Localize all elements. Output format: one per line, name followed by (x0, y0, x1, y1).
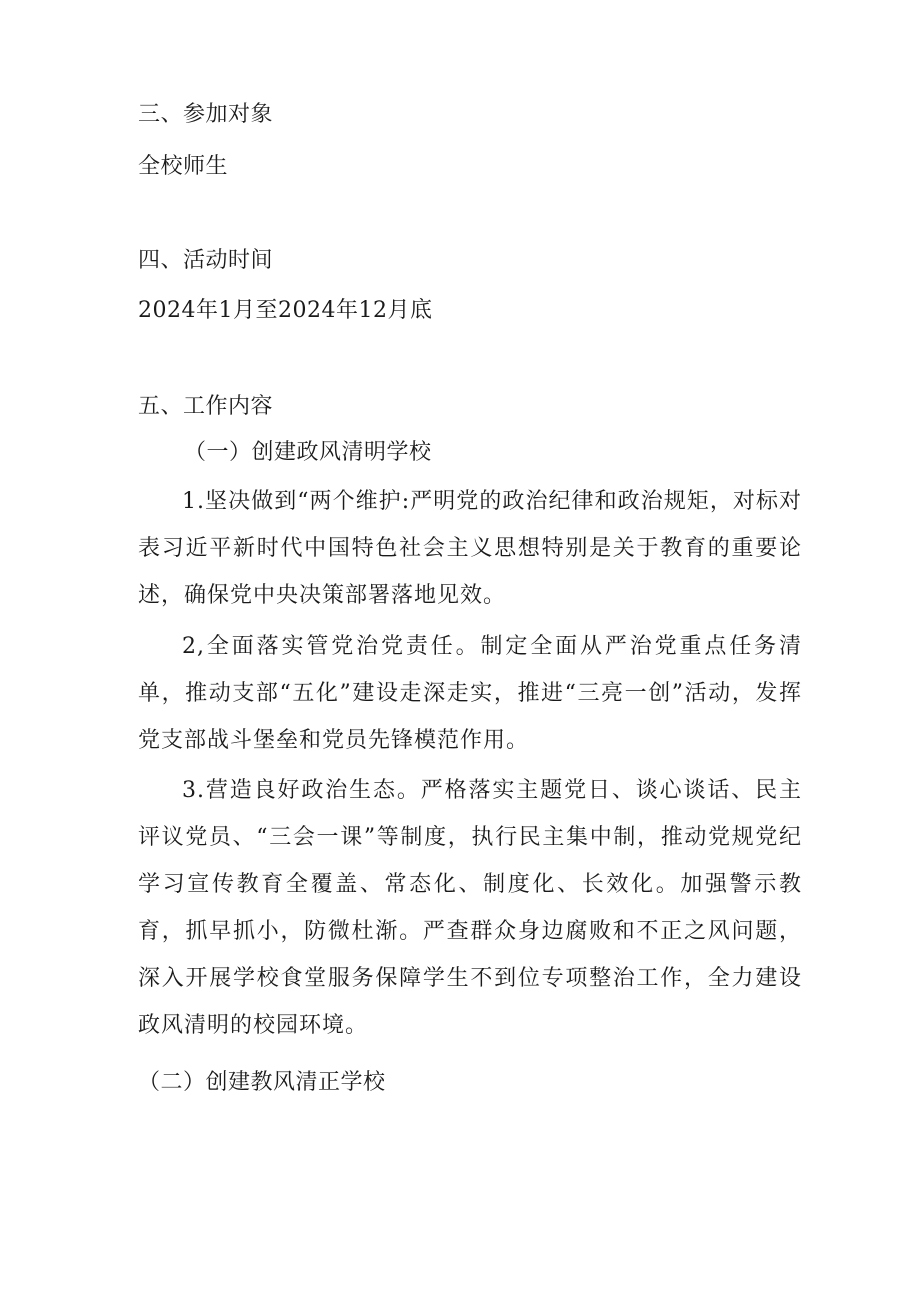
participants-text: 全校师生 (138, 154, 229, 179)
subsection-title-two: （二）创建教风清正学校 (138, 1070, 386, 1095)
paragraph-item-3: 3.营造良好政治生态。严格落实主题党日、谈心谈话、民主评议党员、“三会一课”等制度，执行民主集中制，推动党规党纪学习宣传教育全覆盖、常态化、制度化、长效化。加强警示教育，抓早抓小，防微杜渐。严查群众身边腐败和不正之风问题，深入开展学校食堂服务保障学生不到位专项整治工作，全力建设政风清明的校园环境。 (138, 778, 802, 1038)
section-heading-content: 五、工作内容 (138, 394, 274, 419)
paragraph-item-2: 2,全面落实管党治党责任。制定全面从严治党重点任务清单，推动支部“五化”建设走深走实，推进“三亮一创”活动，发挥党支部战斗堡垒和党员先锋模范作用。 (138, 634, 802, 753)
paragraph-item-1: 1.坚决做到“两个维护:严明党的政治纪律和政治规矩，对标对表习近平新时代中国特色社会主义思想特别是关于教育的重要论述，确保党中央决策部署落地见效。 (138, 489, 802, 608)
time-text: 2024年1月至2024年12月底 (138, 298, 433, 323)
subsection-title-one: （一）创建政风清明学校 (184, 440, 432, 465)
section-heading-time: 四、活动时间 (138, 248, 274, 273)
section-heading-participants: 三、参加对象 (138, 102, 274, 127)
